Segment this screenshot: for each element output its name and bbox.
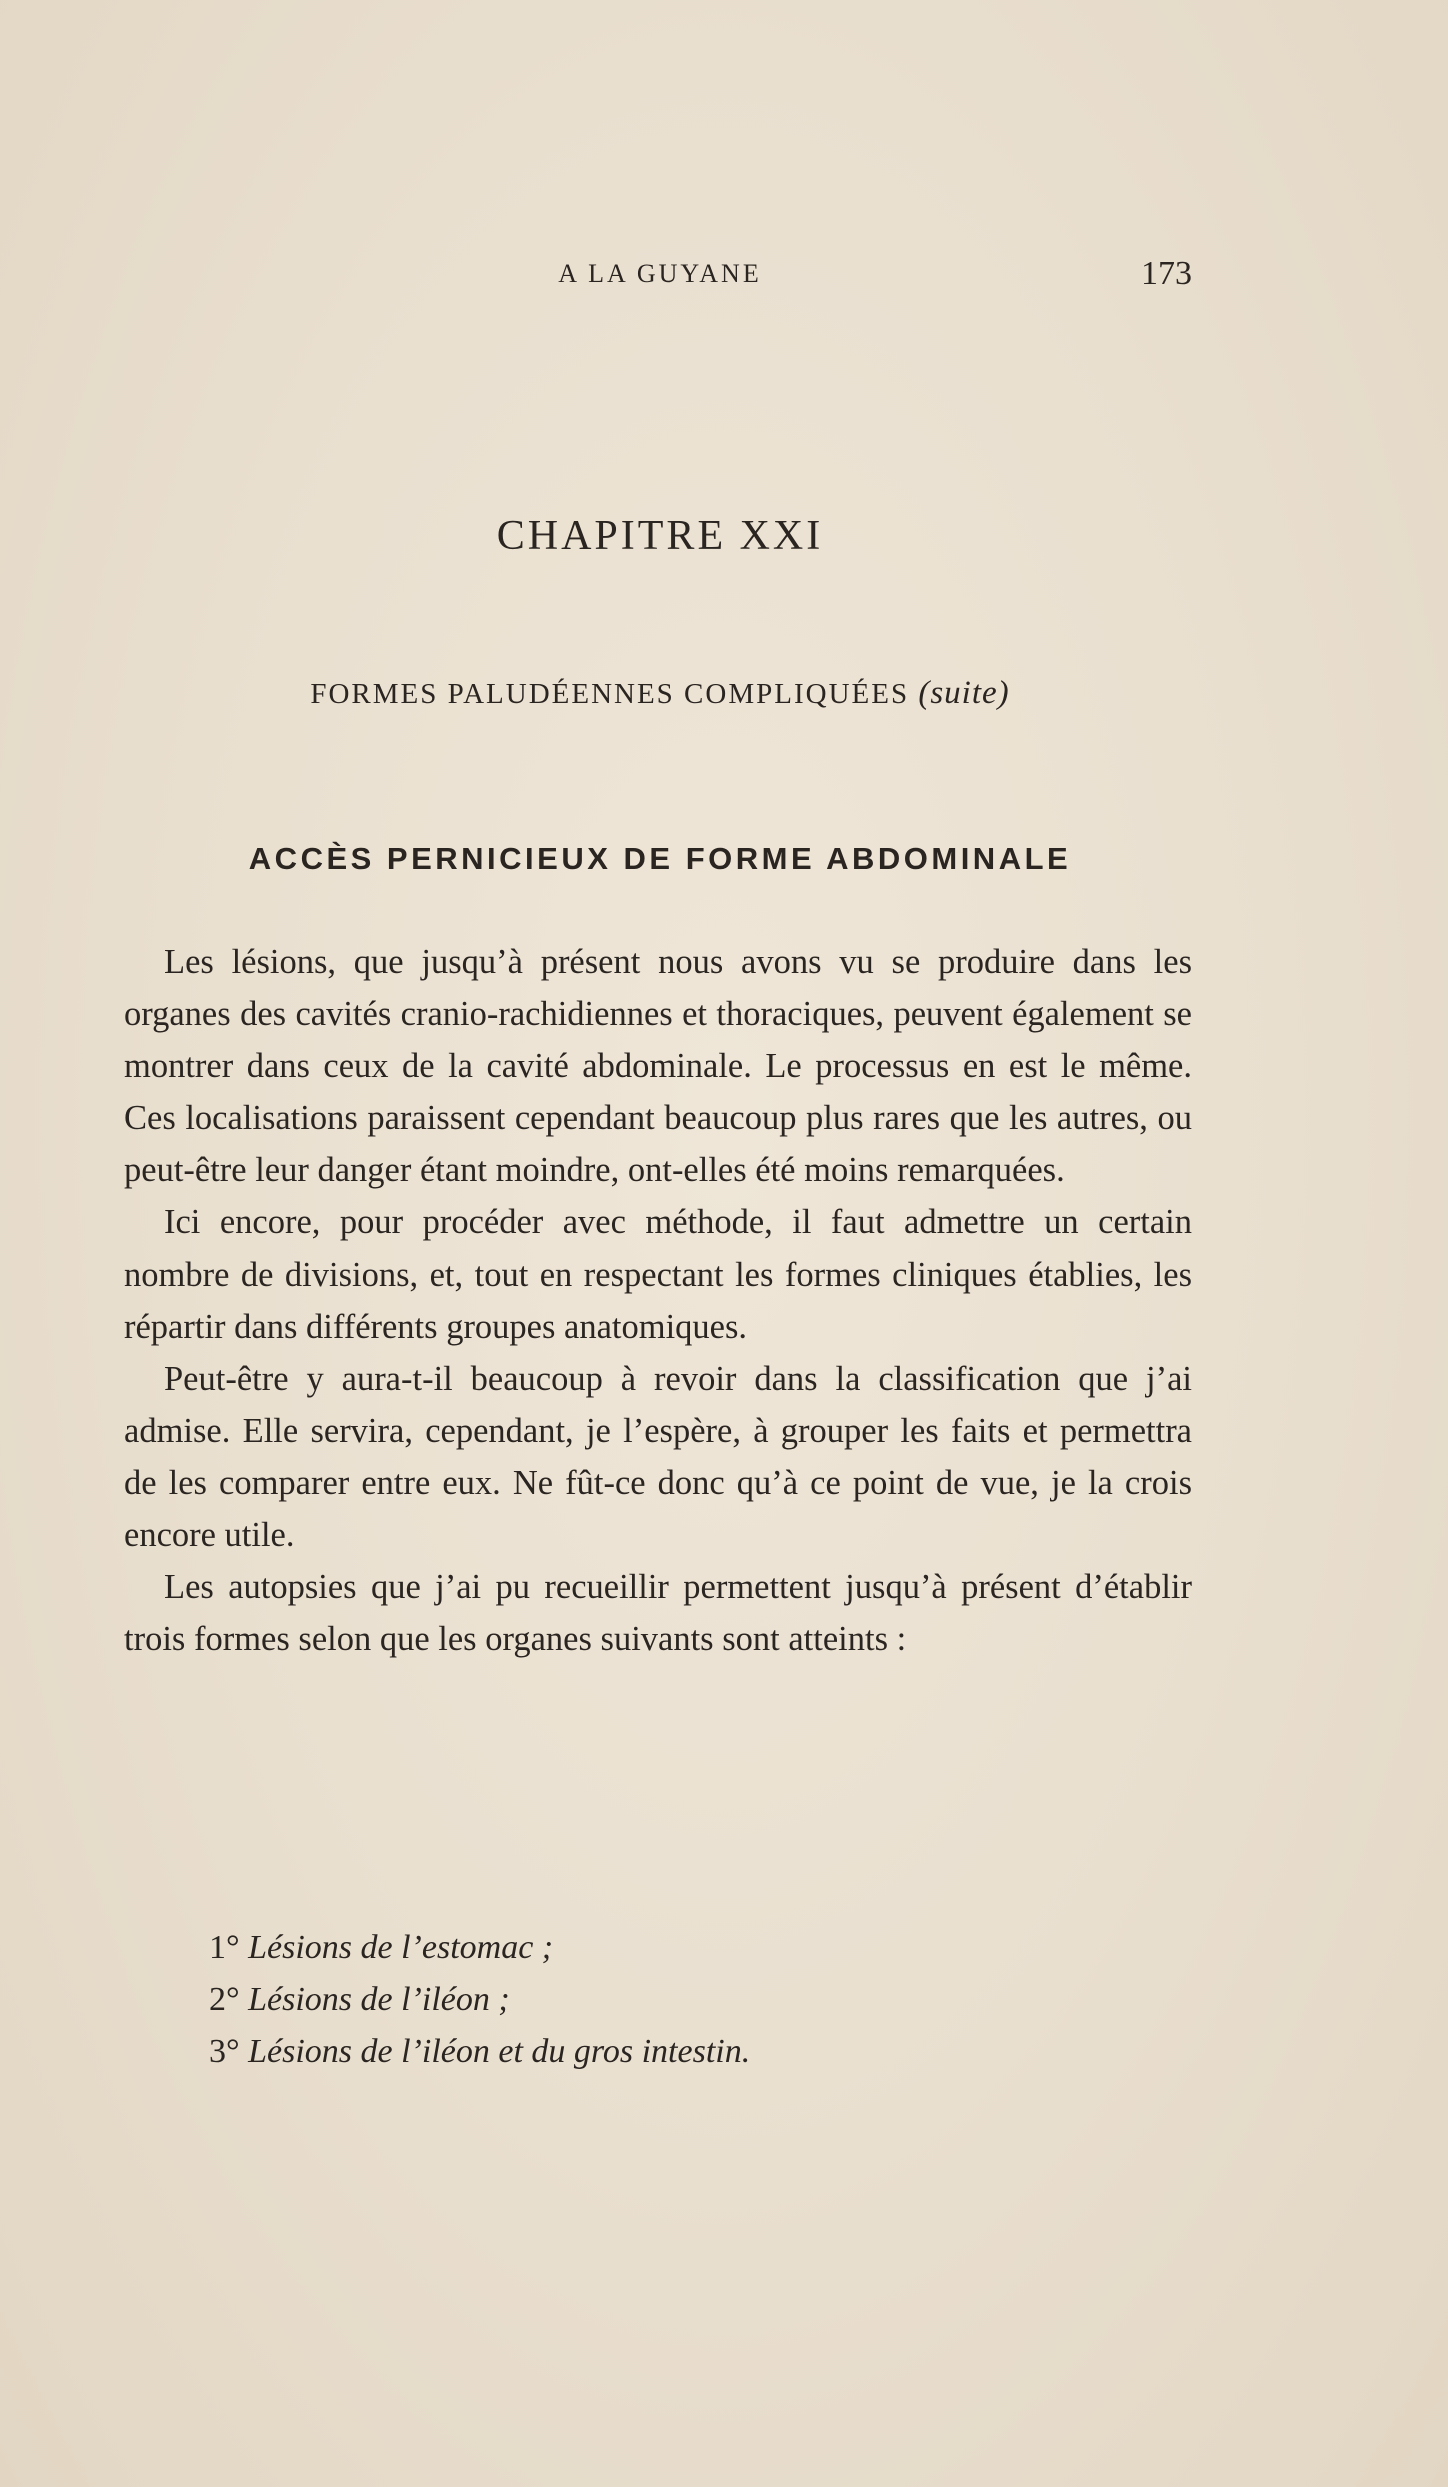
list-item-number: 2° — [209, 1981, 240, 2018]
paragraph: Les autopsies que j’ai pu recueillir permettent jusqu’à présent d’établir trois formes selon que les organes suivants sont atteints : — [124, 1568, 1192, 1659]
chapter-subtitle — [128, 675, 1192, 712]
body-text — [124, 936, 1192, 1665]
running-head — [128, 255, 1192, 295]
paragraph: Ici encore, pour procéder avec méthode, il faut admettre un certain nombre de divisions, et, tout en respectant les formes cliniques établies, les répartir dans différents groupes anatomiques. — [124, 1203, 1192, 1346]
paragraph: Les lésions, que jusqu’à présent nous avons vu se produire dans les organes des cavités cranio-rachidiennes et thoraciques, peuvent également se montrer dans ceux de la cavité abdominale. Le processus en est le même. Ces localisations paraissent cependant beaucoup plus rares que les autres, ou peut-être leur danger étant moindre, ont-elles été moins remarquées. — [124, 943, 1192, 1190]
list-item — [209, 1922, 1109, 1974]
lesion-list — [209, 1922, 1109, 2078]
list-item-number: 1° — [209, 1929, 240, 1966]
subtitle-text: FORMES PALUDÉENNES COMPLIQUÉES — [310, 678, 910, 710]
page-number: 173 — [1141, 255, 1192, 292]
list-item-text: Lésions de l’iléon ; — [248, 1981, 510, 2018]
list-item — [209, 2026, 1109, 2078]
section-title: ACCÈS PERNICIEUX DE FORME ABDOMINALE — [248, 841, 1072, 876]
paragraph: Peut-être y aura-t-il beaucoup à revoir dans la classification que j’ai admise. Elle servira, cependant, je l’espère, à grouper les faits et permettra de les comparer entre eux. Ne fût-ce donc qu’à ce point de vue, je la crois encore utile. — [124, 1359, 1192, 1555]
list-item-text: Lésions de l’iléon et du gros intestin. — [248, 2033, 751, 2070]
list-item — [209, 1974, 1109, 2026]
running-title: A LA GUYANE — [558, 259, 762, 288]
subtitle-suffix: (suite) — [918, 675, 1010, 711]
list-item-number: 3° — [209, 2033, 240, 2070]
list-item-text: Lésions de l’estomac ; — [248, 1929, 554, 1966]
chapter-title: CHAPITRE XXI — [496, 513, 824, 559]
